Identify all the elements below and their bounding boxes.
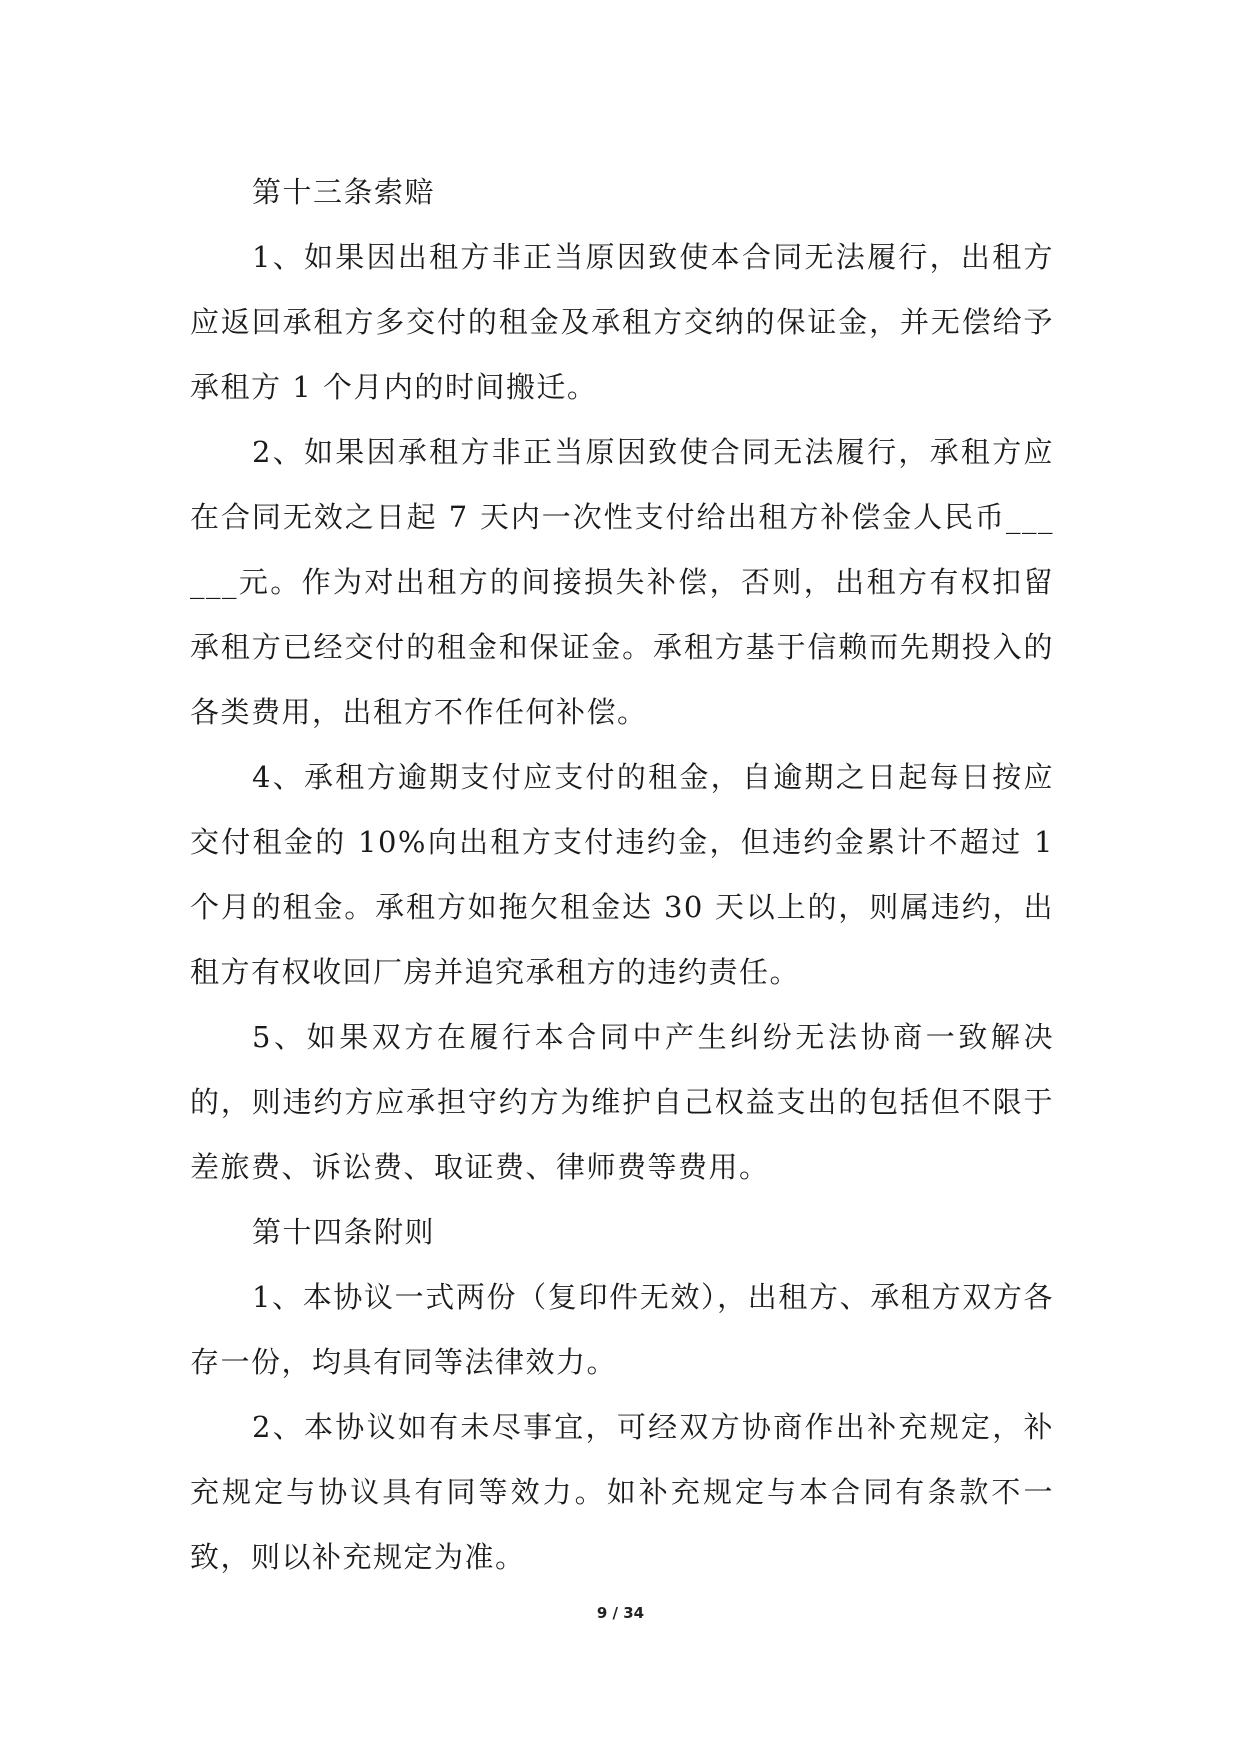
document-body [190, 160, 1054, 1590]
clause-13-2: 2、如果因承租方非正当原因致使合同无法履行，承租方应在合同无效之日起 7 天内一次性支付给出租方补偿金人民币______元。作为对出租方的间接损失补偿，否则，出租方有权扣留承租方已经交付的租金和保证金。承租方基于信赖而先期投入的各类费用，出租方不作任何补偿。 [190, 435, 1054, 729]
clause-13-5: 5、如果双方在履行本合同中产生纠纷无法协商一致解决的，则违约方应承担守约方为维护自己权益支出的包括但不限于差旅费、诉讼费、取证费、律师费等费用。 [190, 1020, 1054, 1184]
section-heading-13: 第十三条索赔 [252, 175, 436, 209]
clause-14-2: 2、本协议如有未尽事宜，可经双方协商作出补充规定，补充规定与协议具有同等效力。如补充规定与本合同有条款不一致，则以补充规定为准。 [190, 1410, 1054, 1574]
clause-13-1: 1、如果因出租方非正当原因致使本合同无法履行，出租方应返回承租方多交付的租金及承租方交纳的保证金，并无偿给予承租方 1 个月内的时间搬迁。 [190, 240, 1054, 404]
section-heading-14: 第十四条附则 [252, 1215, 436, 1249]
clause-14-1: 1、本协议一式两份（复印件无效），出租方、承租方双方各存一份，均具有同等法律效力。 [190, 1280, 1054, 1379]
page-number: 9 / 34 [596, 1604, 645, 1622]
clause-13-4: 4、承租方逾期支付应支付的租金，自逾期之日起每日按应交付租金的 10%向出租方支付违约金，但违约金累计不超过 1 个月的租金。承租方如拖欠租金达 30 天以上的，则属违约，出租方有权收回厂房并追究承租方的违约责任。 [190, 760, 1054, 989]
